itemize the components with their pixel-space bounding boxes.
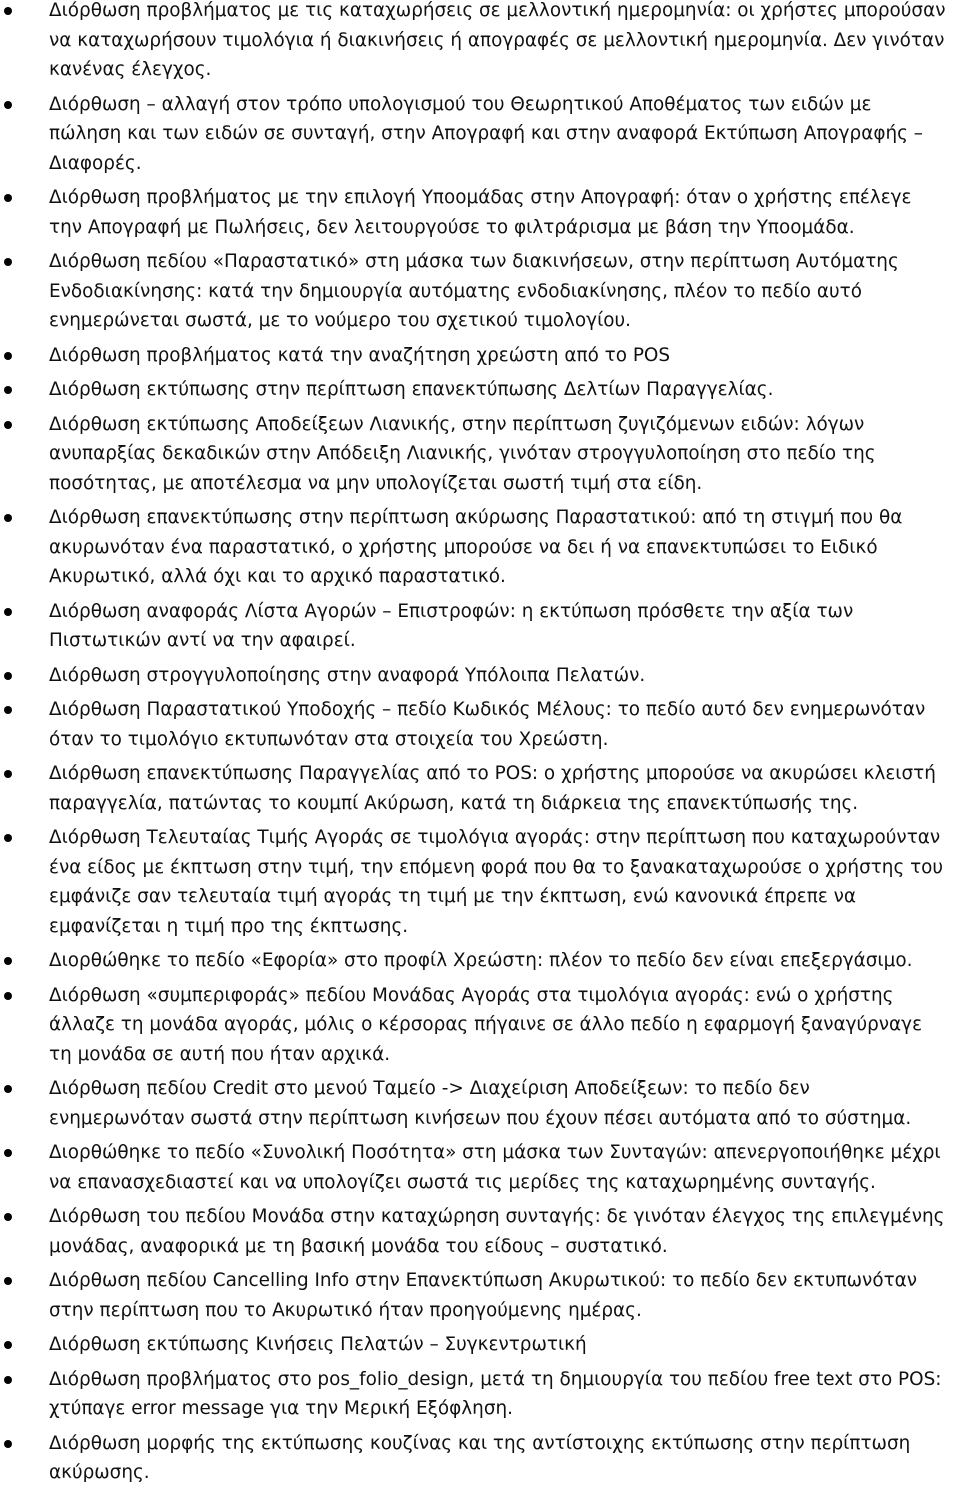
bullet-icon (4, 1149, 12, 1157)
bullet-icon (4, 992, 12, 1000)
bullet-icon (4, 770, 12, 778)
list-item (0, 1429, 960, 1488)
bullet-icon (4, 514, 12, 522)
list-item-text: Διόρθωση εκτύπωσης στην περίπτωση επανεκτύπωσης Δελτίων Παραγγελίας. (49, 379, 774, 400)
list-item-text: Διόρθωση «συμπεριφοράς» πεδίου Μονάδας Αγοράς στα τιμολόγια αγοράς: ενώ ο χρήστης άλλαζε τη μονάδα αγοράς, μόλις ο κέρσορας πήγαινε σε άλλο πεδίο η εφαρμογή ξαναγύρναγε τη μονάδα σε αυτή που ήταν αρχικά. (49, 984, 923, 1065)
list-item-text: Διόρθωση – αλλαγή στον τρόπο υπολογισμού του Θεωρητικού Αποθέματος των ειδών με πώληση και των ειδών σε συνταγή, στην Απογραφή και στην αναφορά Εκτύπωση Απογραφής – Διαφορές. (49, 93, 923, 174)
bullet-icon (4, 1213, 12, 1221)
list-item-text: Διόρθωση πεδίου «Παραστατικό» στη μάσκα των διακινήσεων, στην περίπτωση Αυτόματης Ενδοδιακίνησης: κατά την δημιουργία αυτόματης ενδοδιακίνησης, πλέον το πεδίο αυτό ενημερώνεται σωστά, με το νούμερο του σχετικού τιμολογίου. (49, 251, 899, 331)
list-item-text: Διόρθωση πεδίου Cancelling Info στην Επανεκτύπωση Ακυρωτικού: το πεδίο δεν εκτυπωνόταν στην περίπτωση που το Ακυρωτικό ήταν προηγούμενης ημέρας. (49, 1270, 918, 1321)
list-item-text: Διόρθωση αναφοράς Λίστα Αγορών – Επιστροφών: η εκτύπωση πρόσθετε την αξία των Πιστωτικών αντί να την αφαιρεί. (49, 600, 854, 651)
bullet-icon (4, 1440, 12, 1448)
list-item (0, 823, 960, 941)
list-item-text: Διόρθωση εκτύπωσης Αποδείξεων Λιανικής, στην περίπτωση ζυγιζόμενων ειδών: λόγων ανυπαρξίας δεκαδικών στην Απόδειξη Λιανικής, γινόταν στρογγυλοποίηση στο πεδίο της ποσότητας, με αποτέλεσμα να μην υπολογίζεται σωστή τιμή στα είδη. (49, 413, 876, 494)
bullet-icon (4, 672, 12, 680)
bullet-icon (4, 957, 12, 965)
list-item-text: Διορθώθηκε το πεδίο «Εφορία» στο προφίλ Χρεώστη: πλέον το πεδίο δεν είναι επεξεργάσιμο. (49, 950, 913, 971)
list-item (0, 597, 960, 656)
list-item-text: Διόρθωση μορφής της εκτύπωσης κουζίνας και της αντίστοιχης εκτύπωσης στην περίπτωση ακύρωσης. (49, 1432, 911, 1483)
bullet-icon (4, 1085, 12, 1093)
list-item (0, 90, 960, 179)
bullet-icon (4, 258, 12, 266)
bullet-icon (4, 421, 12, 429)
list-item-text: Διόρθωση προβλήματος με την επιλογή Υποομάδας στην Απογραφή: όταν ο χρήστης επέλεγε την Απογραφή με Πωλήσεις, δεν λειτουργούσε το φιλτράρισμα με βάση την Υποομάδα. (49, 187, 912, 238)
bullet-icon (4, 1341, 12, 1349)
list-item-text: Διόρθωση επανεκτύπωσης στην περίπτωση ακύρωσης Παραστατικού: από τη στιγμή που θα ακυρωνόταν ένα παραστατικό, ο χρήστης μπορούσε να δει ή να επανεκτυπώσει το Ειδικό Ακυρωτικό, αλλά όχι και το αρχικό παραστατικό. (49, 507, 903, 587)
list-item-text: Διόρθωση επανεκτύπωσης Παραγγελίας από το POS: ο χρήστης μπορούσε να ακυρώσει κλειστή παραγγελία, πατώντας το κουμπί Ακύρωση, κατά τη διάρκεια της επανεκτύπωσής της. (49, 763, 936, 814)
list-item (0, 1202, 960, 1261)
bullet-icon (4, 834, 12, 842)
bullet-icon (4, 1376, 12, 1384)
list-item (0, 503, 960, 592)
list-item-text: Διόρθωση Τελευταίας Τιμής Αγοράς σε τιμολόγια αγοράς: στην περίπτωση που καταχωρούνταν ένα είδος με έκπτωση στην τιμή, την επόμενη φορά που θα το ξανακαταχωρούσε ο χρήστης του εμφάνιζε σαν τελευταία τιμή αγοράς τη τιμή με την έκπτωση, ενώ κανονικά έπρεπε να εμφανίζεται η τιμή προ της έκπτωσης. (49, 827, 944, 937)
list-item (0, 410, 960, 499)
list-item (0, 759, 960, 818)
list-item (0, 1330, 960, 1360)
list-item (0, 981, 960, 1070)
list-item (0, 375, 960, 405)
list-item (0, 183, 960, 242)
list-item-text: Διόρθωση πεδίου Credit στο μενού Ταμείο -> Διαχείριση Αποδείξεων: το πεδίο δεν ενημερωνόταν σωστά στην περίπτωση κινήσεων που έχουν πέσει αυτόματα από το σύστημα. (49, 1078, 912, 1129)
list-item-text: Διορθώθηκε το πεδίο «Συνολική Ποσότητα» στη μάσκα των Συνταγών: απενεργοποιήθηκε μέχρι να επανασχεδιαστεί και να υπολογίζει σωστά τις μερίδες της καταχωρημένης συνταγής. (49, 1142, 941, 1193)
list-item-text: Διόρθωση προβλήματος με τις καταχωρήσεις σε μελλοντική ημερομηνία: οι χρήστες μπορούσαν να καταχωρήσουν τιμολόγια ή διακινήσεις ή απογραφές σε μελλοντική ημερομηνία. Δεν γινόταν κανένας έλεγχος. (49, 0, 946, 80)
list-item (0, 0, 960, 85)
list-item-text: Διόρθωση Παραστατικού Υποδοχής – πεδίο Κωδικός Μέλους: το πεδίο αυτό δεν ενημερωνόταν όταν το τιμολόγιο εκτυπωνόταν στα στοιχεία του Χρεώστη. (49, 699, 926, 750)
list-item-text: Διόρθωση εκτύπωσης Κινήσεις Πελατών – Συγκεντρωτική (49, 1334, 587, 1355)
bullet-icon (4, 608, 12, 616)
bullet-icon (4, 194, 12, 202)
list-item (0, 1266, 960, 1325)
list-item-text: Διόρθωση προβλήματος κατά την αναζήτηση χρεώστη από το POS (49, 344, 671, 366)
bullet-icon (4, 101, 12, 109)
list-item-text: Διόρθωση στρογγυλοποίησης στην αναφορά Υπόλοιπα Πελατών. (49, 664, 646, 686)
list-item-text: Διόρθωση του πεδίου Μονάδα στην καταχώρηση συνταγής: δε γινόταν έλεγχος της επιλεγμένης μονάδας, αναφορικά με τη βασική μονάδα του είδους – συστατικό. (49, 1206, 945, 1257)
list-item-text: Διόρθωση προβλήματος στο pos_folio_design, μετά τη δημιουργία του πεδίου free text στο POS: χτύπαγε error message για την Μερική Εξόφληση. (49, 1368, 942, 1419)
list-item (0, 946, 960, 976)
bullet-icon (4, 352, 12, 360)
list-item (0, 1138, 960, 1197)
bullet-icon (4, 1277, 12, 1285)
bullet-icon (4, 706, 12, 714)
list-item (0, 1074, 960, 1133)
list-item (0, 1365, 960, 1424)
list-item (0, 341, 960, 371)
bullet-icon (4, 7, 12, 15)
list-item (0, 247, 960, 336)
bullet-icon (4, 386, 12, 394)
list-item (0, 661, 960, 691)
list-item (0, 695, 960, 754)
